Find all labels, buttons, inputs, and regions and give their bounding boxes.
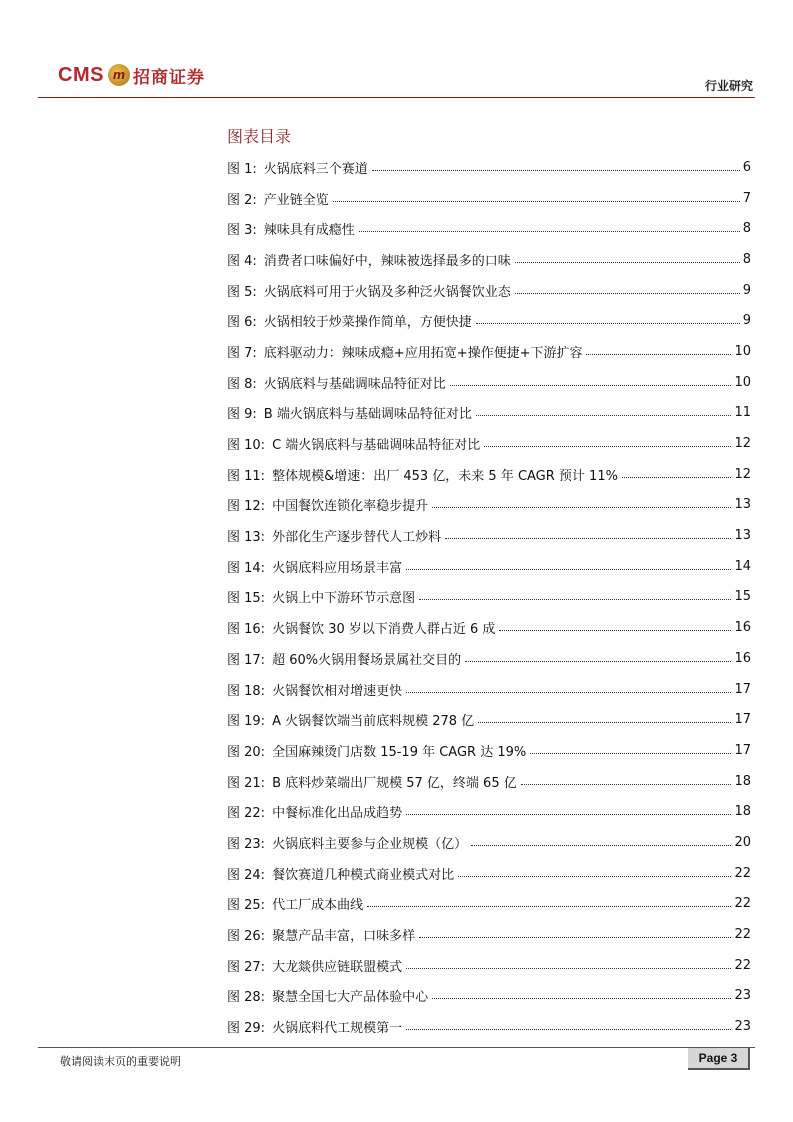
page-reference: 20 <box>734 834 751 850</box>
page-reference: 15 <box>734 589 751 605</box>
figure-title: 火锅底料应用场景丰富 <box>272 560 403 576</box>
figure-title: 火锅底料可用于火锅及多种泛火锅餐饮业态 <box>263 284 511 300</box>
figure-title: 火锅底料代工规模第一 <box>272 1021 403 1037</box>
figure-title: 餐饮赛道几种模式商业模式对比 <box>272 867 455 883</box>
figure-title: 消费者口味偏好中，辣味被选择最多的口味 <box>263 253 511 269</box>
toc-entry[interactable] <box>227 858 751 889</box>
logo-company-name: 招商证券 <box>132 67 205 88</box>
figure-number: 图 14: <box>227 560 266 576</box>
figure-title: 聚慧全国七大产品体验中心 <box>272 990 429 1006</box>
dot-leader <box>476 323 740 324</box>
page-reference: 22 <box>734 957 751 973</box>
dot-leader <box>372 170 740 171</box>
page-reference: 8 <box>742 251 751 267</box>
figure-number: 图 6: <box>227 315 257 331</box>
dot-leader <box>450 385 732 386</box>
page-reference: 22 <box>734 865 751 881</box>
page-reference: 10 <box>734 374 751 390</box>
page-reference: 9 <box>742 282 751 298</box>
page-reference: 13 <box>734 528 751 544</box>
dot-leader <box>515 293 740 294</box>
page-reference: 14 <box>734 558 751 574</box>
figure-title: 火锅底料与基础调味品特征对比 <box>263 376 446 392</box>
figure-title: 大龙燚供应链联盟模式 <box>272 959 403 975</box>
figure-number: 图 4: <box>227 253 257 269</box>
toc-entry[interactable] <box>227 490 751 521</box>
figure-number: 图 21: <box>227 775 266 791</box>
figure-title: 中餐标准化出品成趋势 <box>272 806 403 822</box>
figure-number: 图 17: <box>227 652 266 668</box>
toc-entry[interactable] <box>227 398 751 429</box>
toc-entry[interactable] <box>227 735 751 766</box>
footer-divider <box>38 1047 755 1048</box>
figure-number: 图 29: <box>227 1021 266 1037</box>
dot-leader <box>419 937 731 938</box>
toc-entry[interactable] <box>227 275 751 306</box>
toc-entry[interactable] <box>227 520 751 551</box>
figure-title: 超 60%火锅用餐场景属社交目的 <box>272 652 462 668</box>
figure-title: 外部化生产逐步替代人工炒料 <box>272 530 442 546</box>
figure-title: C 端火锅底料与基础调味品特征对比 <box>272 438 481 454</box>
section-label: 行业研究 <box>704 79 753 93</box>
dot-leader <box>499 630 731 631</box>
dot-leader <box>406 968 731 969</box>
toc-entry[interactable] <box>227 950 751 981</box>
page-reference: 17 <box>734 681 751 697</box>
page-reference: 16 <box>734 620 751 636</box>
figure-number: 图 22: <box>227 806 266 822</box>
toc-entry[interactable] <box>227 827 751 858</box>
toc-entry[interactable] <box>227 244 751 275</box>
page-reference: 10 <box>734 343 751 359</box>
toc-entry[interactable] <box>227 428 751 459</box>
toc-entry[interactable] <box>227 183 751 214</box>
page-reference: 9 <box>742 313 751 329</box>
figure-number: 图 12: <box>227 499 266 515</box>
figure-title: A 火锅餐饮端当前底料规模 278 亿 <box>272 714 475 730</box>
toc-entry[interactable] <box>227 919 751 950</box>
dot-leader <box>406 692 731 693</box>
figure-number: 图 8: <box>227 376 257 392</box>
figure-number: 图 23: <box>227 836 266 852</box>
dot-leader <box>458 876 731 877</box>
dot-leader <box>465 661 731 662</box>
toc-entry[interactable] <box>227 643 751 674</box>
dot-leader <box>515 262 740 263</box>
figure-number: 图 10: <box>227 438 266 454</box>
figure-title: 产业链全览 <box>263 192 329 208</box>
cms-logo <box>58 60 205 90</box>
toc-entry[interactable] <box>227 981 751 1012</box>
page-reference: 6 <box>742 159 751 175</box>
toc-entry[interactable] <box>227 704 751 735</box>
toc-title: 图表目录 <box>227 127 292 146</box>
dot-leader <box>367 906 731 907</box>
dot-leader <box>530 753 731 754</box>
toc-entry[interactable] <box>227 305 751 336</box>
figure-title: 火锅底料三个赛道 <box>263 161 368 177</box>
toc-entry[interactable] <box>227 336 751 367</box>
toc-entry[interactable] <box>227 213 751 244</box>
page-reference: 18 <box>734 773 751 789</box>
figure-title: B 底料炒菜端出厂规模 57 亿，终端 65 亿 <box>272 775 517 791</box>
figure-number: 图 26: <box>227 929 266 945</box>
toc-entry[interactable] <box>227 766 751 797</box>
page-reference: 23 <box>734 988 751 1004</box>
dot-leader <box>484 446 731 447</box>
page-reference: 11 <box>734 405 751 421</box>
figure-number: 图 16: <box>227 622 266 638</box>
page-reference: 22 <box>734 927 751 943</box>
figure-title: B 端火锅底料与基础调味品特征对比 <box>263 407 472 423</box>
page-reference: 7 <box>742 190 751 206</box>
figure-number: 图 19: <box>227 714 266 730</box>
toc-entry[interactable] <box>227 459 751 490</box>
toc-list <box>227 152 751 1042</box>
figure-title: 辣味具有成瘾性 <box>263 223 355 239</box>
page-number-badge: Page 3 <box>688 1048 750 1070</box>
toc-entry[interactable] <box>227 152 751 183</box>
dot-leader <box>419 599 731 600</box>
figure-title: 火锅上中下游环节示意图 <box>272 591 416 607</box>
figure-title: 中国餐饮连锁化率稳步提升 <box>272 499 429 515</box>
page-reference: 12 <box>734 466 751 482</box>
figure-number: 图 15: <box>227 591 266 607</box>
toc-entry[interactable] <box>227 674 751 705</box>
toc-entry[interactable] <box>227 551 751 582</box>
footer-notice: 敬请阅读末页的重要说明 <box>60 1055 181 1068</box>
dot-leader <box>432 998 731 999</box>
dot-leader <box>471 845 731 846</box>
toc-entry[interactable] <box>227 612 751 643</box>
dot-leader <box>445 538 731 539</box>
figure-number: 图 25: <box>227 898 266 914</box>
figure-title: 火锅餐饮 30 岁以下消费人群占近 6 成 <box>272 622 496 638</box>
logo-cms-text: CMS <box>58 63 104 86</box>
toc-entry[interactable] <box>227 796 751 827</box>
dot-leader <box>406 569 731 570</box>
toc-entry[interactable] <box>227 367 751 398</box>
figure-number: 图 1: <box>227 161 257 177</box>
dot-leader <box>359 231 740 232</box>
page-reference: 17 <box>734 742 751 758</box>
figure-title: 全国麻辣烫门店数 15-19 年 CAGR 达 19% <box>272 744 527 760</box>
page-reference: 22 <box>734 896 751 912</box>
figure-number: 图 13: <box>227 530 266 546</box>
page-reference: 18 <box>734 804 751 820</box>
dot-leader <box>406 1029 731 1030</box>
logo-mark-icon: m <box>108 64 130 86</box>
page-reference: 8 <box>742 221 751 237</box>
dot-leader <box>476 415 732 416</box>
figure-title: 整体规模&增速：出厂 453 亿，未来 5 年 CAGR 预计 11% <box>272 468 618 484</box>
header-divider <box>38 97 755 98</box>
figure-number: 图 18: <box>227 683 266 699</box>
dot-leader <box>432 507 731 508</box>
dot-leader <box>521 784 732 785</box>
dot-leader <box>586 354 731 355</box>
figure-title: 聚慧产品丰富，口味多样 <box>272 929 416 945</box>
page-reference: 12 <box>734 436 751 452</box>
figure-number: 图 24: <box>227 867 266 883</box>
toc-entry[interactable] <box>227 582 751 613</box>
figure-number: 图 3: <box>227 223 257 239</box>
figure-number: 图 7: <box>227 345 257 361</box>
figure-title: 代工厂成本曲线 <box>272 898 364 914</box>
dot-leader <box>333 201 740 202</box>
figure-number: 图 27: <box>227 959 266 975</box>
figure-number: 图 5: <box>227 284 257 300</box>
dot-leader <box>478 722 731 723</box>
figure-number: 图 9: <box>227 407 257 423</box>
figure-number: 图 28: <box>227 990 266 1006</box>
figure-number: 图 20: <box>227 744 266 760</box>
dot-leader <box>406 814 731 815</box>
figure-number: 图 11: <box>227 468 266 484</box>
toc-entry[interactable] <box>227 889 751 920</box>
figure-number: 图 2: <box>227 192 257 208</box>
figure-title: 底料驱动力：辣味成瘾+应用拓宽+操作便捷+下游扩容 <box>263 345 583 361</box>
toc-entry[interactable] <box>227 1011 751 1042</box>
page-reference: 17 <box>734 712 751 728</box>
page-reference: 13 <box>734 497 751 513</box>
page-reference: 16 <box>734 650 751 666</box>
dot-leader <box>622 477 732 478</box>
figure-title: 火锅相较于炒菜操作简单，方便快捷 <box>263 315 472 331</box>
figure-title: 火锅底料主要参与企业规模（亿） <box>272 836 468 852</box>
figure-title: 火锅餐饮相对增速更快 <box>272 683 403 699</box>
page-reference: 23 <box>734 1019 751 1035</box>
